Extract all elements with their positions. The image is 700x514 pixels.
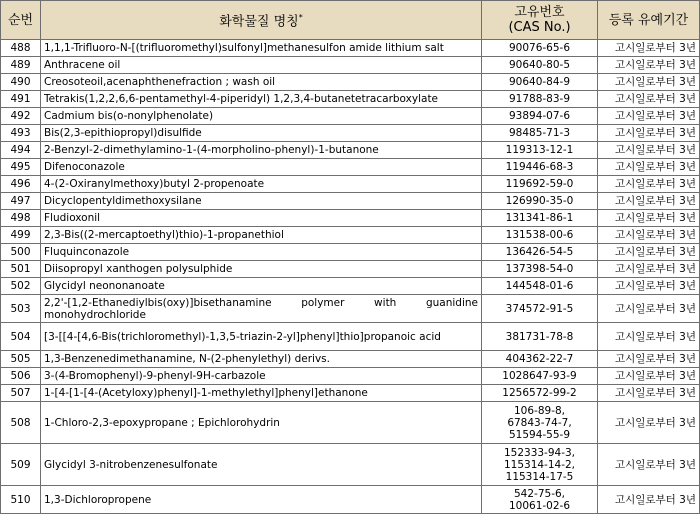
chemical-name-cell: Fluquinconazole: [41, 244, 482, 261]
serial-number-cell: 501: [1, 261, 41, 278]
chemical-name-cell: 1-Chloro-2,3-epoxypropane ; Epichlorohydrin: [41, 402, 482, 444]
chemical-name-cell: 4-(2-Oxiranylmethoxy)butyl 2-propenoate: [41, 176, 482, 193]
header-registration-grace-period: 등록 유예기간: [598, 1, 700, 40]
cas-number-cell: 119446-68-3: [482, 159, 598, 176]
chemical-name-cell: [3-[[4-[4,6-Bis(trichloromethyl)-1,3,5-triazin-2-yl]phenyl]thio]propanoic acid: [41, 323, 482, 351]
serial-number-cell: 488: [1, 40, 41, 57]
table-row: [1, 210, 700, 227]
grace-period-cell: 고시일로부터 3년: [598, 74, 700, 91]
table-row: [1, 108, 700, 125]
serial-number-cell: 489: [1, 57, 41, 74]
header-cas-line2: (CAS No.): [508, 20, 571, 35]
chemical-name-cell: Bis(2,3-epithiopropyl)disulfide: [41, 125, 482, 142]
cas-number-cell: 542-75-6, 10061-02-6: [482, 486, 598, 514]
chemical-name-cell: Diisopropyl xanthogen polysulphide: [41, 261, 482, 278]
grace-period-cell: 고시일로부터 3년: [598, 385, 700, 402]
table-row: [1, 368, 700, 385]
cas-number-cell: 93894-07-6: [482, 108, 598, 125]
chemical-name-cell: 2,3-Bis((2-mercaptoethyl)thio)-1-propanethiol: [41, 227, 482, 244]
serial-number-cell: 509: [1, 444, 41, 486]
grace-period-cell: 고시일로부터 3년: [598, 40, 700, 57]
serial-number-cell: 491: [1, 91, 41, 108]
serial-number-cell: 508: [1, 402, 41, 444]
serial-number-cell: 503: [1, 295, 41, 323]
table-row: [1, 159, 700, 176]
grace-period-cell: 고시일로부터 3년: [598, 210, 700, 227]
table-header-row: [1, 1, 700, 40]
cas-number-cell: 106-89-8, 67843-74-7, 51594-55-9: [482, 402, 598, 444]
table-row: [1, 486, 700, 514]
chemical-name-cell: Fludioxonil: [41, 210, 482, 227]
cas-number-cell: 126990-35-0: [482, 193, 598, 210]
grace-period-cell: 고시일로부터 3년: [598, 159, 700, 176]
table-row: [1, 227, 700, 244]
table-row: [1, 91, 700, 108]
chemical-name-cell: Glycidyl 3-nitrobenzenesulfonate: [41, 444, 482, 486]
cas-number-cell: 119313-12-1: [482, 142, 598, 159]
chemical-name-cell: 1,1,1-Trifluoro-N-[(trifluoromethyl)sulfonyl]methanesulfon amide lithium salt: [41, 40, 482, 57]
chemical-name-cell: Glycidyl neononanoate: [41, 278, 482, 295]
grace-period-cell: 고시일로부터 3년: [598, 402, 700, 444]
serial-number-cell: 490: [1, 74, 41, 91]
cas-number-cell: 137398-54-0: [482, 261, 598, 278]
header-cas-number: [482, 1, 598, 40]
header-cas-line1: 고유번호: [514, 5, 565, 20]
cas-number-cell: 90076-65-6: [482, 40, 598, 57]
serial-number-cell: 496: [1, 176, 41, 193]
cas-number-cell: 136426-54-5: [482, 244, 598, 261]
cas-number-cell: 374572-91-5: [482, 295, 598, 323]
grace-period-cell: 고시일로부터 3년: [598, 244, 700, 261]
table-row: [1, 278, 700, 295]
table-row: [1, 351, 700, 368]
serial-number-cell: 506: [1, 368, 41, 385]
cas-number-cell: 90640-84-9: [482, 74, 598, 91]
table-row: [1, 40, 700, 57]
chemical-name-cell: Dicyclopentyldimethoxysilane: [41, 193, 482, 210]
serial-number-cell: 493: [1, 125, 41, 142]
header-chemical-name-text: 화학물질 명칭: [219, 14, 299, 30]
chemical-name-cell: 1,3-Dichloropropene: [41, 486, 482, 514]
serial-number-cell: 499: [1, 227, 41, 244]
chemical-name-cell: Anthracene oil: [41, 57, 482, 74]
serial-number-cell: 497: [1, 193, 41, 210]
cas-number-cell: 98485-71-3: [482, 125, 598, 142]
header-serial-number: 순번: [1, 1, 41, 40]
serial-number-cell: 492: [1, 108, 41, 125]
serial-number-cell: 494: [1, 142, 41, 159]
grace-period-cell: 고시일로부터 3년: [598, 323, 700, 351]
cas-number-cell: 1028647-93-9: [482, 368, 598, 385]
grace-period-cell: 고시일로부터 3년: [598, 227, 700, 244]
cas-number-cell: 152333-94-3, 115314-14-2, 115314-17-5: [482, 444, 598, 486]
table-row: [1, 444, 700, 486]
grace-period-cell: 고시일로부터 3년: [598, 444, 700, 486]
cas-number-cell: 119692-59-0: [482, 176, 598, 193]
table-row: [1, 261, 700, 278]
serial-number-cell: 498: [1, 210, 41, 227]
table-row: [1, 125, 700, 142]
table-row: [1, 74, 700, 91]
table-row: [1, 323, 700, 351]
serial-number-cell: 505: [1, 351, 41, 368]
chemical-name-cell: Tetrakis(1,2,2,6,6-pentamethyl-4-piperidyl) 1,2,3,4-butanetetracarboxylate: [41, 91, 482, 108]
table-row: [1, 176, 700, 193]
cas-number-cell: 91788-83-9: [482, 91, 598, 108]
grace-period-cell: 고시일로부터 3년: [598, 351, 700, 368]
table-row: [1, 385, 700, 402]
header-chemical-name: [41, 1, 482, 40]
serial-number-cell: 495: [1, 159, 41, 176]
table-row: [1, 57, 700, 74]
table-row: [1, 193, 700, 210]
grace-period-cell: 고시일로부터 3년: [598, 176, 700, 193]
table-row: [1, 244, 700, 261]
serial-number-cell: 500: [1, 244, 41, 261]
serial-number-cell: 502: [1, 278, 41, 295]
table-row: [1, 142, 700, 159]
chemical-name-cell: 2-Benzyl-2-dimethylamino-1-(4-morpholino-phenyl)-1-butanone: [41, 142, 482, 159]
cas-number-cell: 131538-00-6: [482, 227, 598, 244]
chemical-name-cell: 1,3-Benzenedimethanamine, N-(2-phenylethyl) derivs.: [41, 351, 482, 368]
table-row: [1, 295, 700, 323]
chemical-name-cell: Cadmium bis(o-nonylphenolate): [41, 108, 482, 125]
chemical-name-cell: Difenoconazole: [41, 159, 482, 176]
grace-period-cell: 고시일로부터 3년: [598, 368, 700, 385]
grace-period-cell: 고시일로부터 3년: [598, 57, 700, 74]
chemical-name-cell: Creosoteoil,acenaphthenefraction ; wash oil: [41, 74, 482, 91]
serial-number-cell: 510: [1, 486, 41, 514]
cas-number-cell: 381731-78-8: [482, 323, 598, 351]
cas-number-cell: 1256572-99-2: [482, 385, 598, 402]
grace-period-cell: 고시일로부터 3년: [598, 295, 700, 323]
cas-number-cell: 404362-22-7: [482, 351, 598, 368]
cas-number-cell: 131341-86-1: [482, 210, 598, 227]
cas-number-cell: 144548-01-6: [482, 278, 598, 295]
chemical-name-cell: 3-(4-Bromophenyl)-9-phenyl-9H-carbazole: [41, 368, 482, 385]
grace-period-cell: 고시일로부터 3년: [598, 125, 700, 142]
header-chemical-name-footnote-mark: *: [298, 13, 303, 23]
grace-period-cell: 고시일로부터 3년: [598, 193, 700, 210]
cas-number-cell: 90640-80-5: [482, 57, 598, 74]
chemical-name-cell: 1-[4-[1-[4-(Acetyloxy)phenyl]-1-methylethyl]phenyl]ethanone: [41, 385, 482, 402]
serial-number-cell: 507: [1, 385, 41, 402]
table-row: [1, 402, 700, 444]
grace-period-cell: 고시일로부터 3년: [598, 142, 700, 159]
grace-period-cell: 고시일로부터 3년: [598, 108, 700, 125]
serial-number-cell: 504: [1, 323, 41, 351]
grace-period-cell: 고시일로부터 3년: [598, 261, 700, 278]
grace-period-cell: 고시일로부터 3년: [598, 278, 700, 295]
chemical-name-cell: 2,2'-[1,2-Ethanediylbis(oxy)]bisethanamine polymer with guanidine monohydrochloride: [41, 295, 482, 323]
grace-period-cell: 고시일로부터 3년: [598, 486, 700, 514]
grace-period-cell: 고시일로부터 3년: [598, 91, 700, 108]
